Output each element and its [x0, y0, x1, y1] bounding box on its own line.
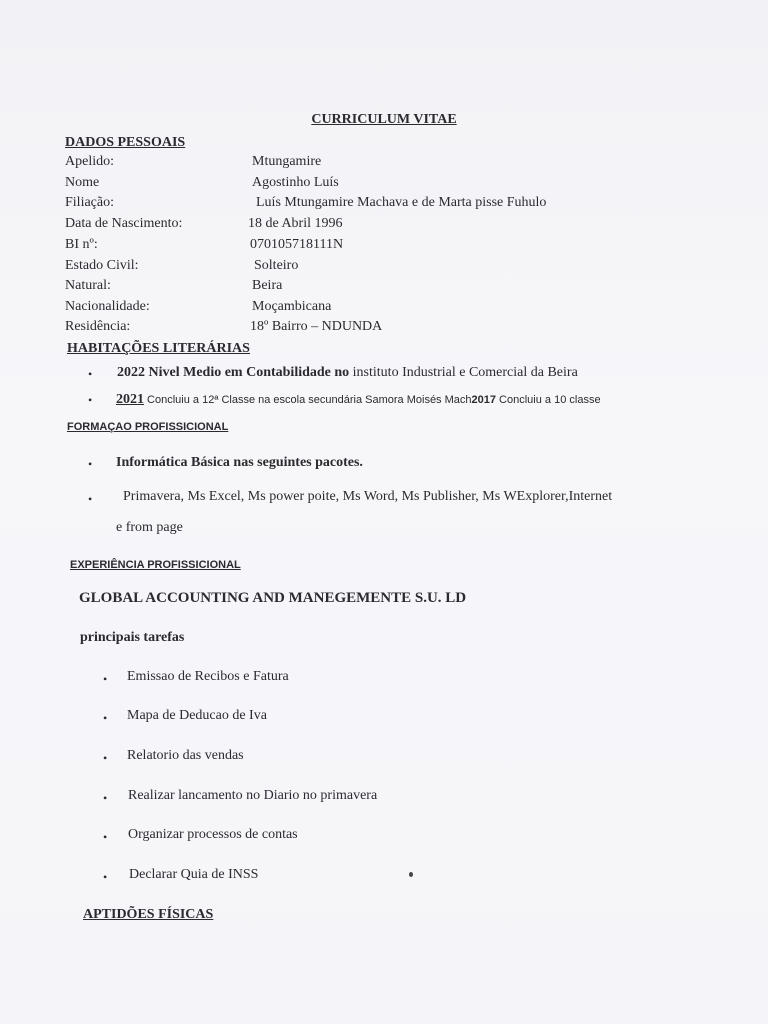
- education-item-2: [116, 390, 601, 408]
- bullet-icon: •: [103, 870, 108, 884]
- bullet-icon: •: [88, 367, 93, 381]
- education-heading: HABITAÇÕES LITERÁRIAS: [67, 341, 250, 356]
- tasks-heading: principais tarefas: [80, 630, 185, 645]
- value-apelido: Mtungamire: [252, 154, 322, 169]
- bullet-icon: •: [103, 672, 108, 686]
- bullet-icon: •: [103, 830, 108, 844]
- label-nome: Nome: [65, 175, 100, 190]
- training-item-1: Informática Básica nas seguintes pacotes.: [116, 455, 363, 470]
- task-item: Organizar processos de contas: [128, 827, 298, 842]
- bullet-icon: •: [103, 751, 108, 765]
- bullet-icon: •: [103, 711, 108, 725]
- education-item-2-text: Concluiu a 12ª Classe na escola secundária Samora Moisés Mach: [144, 394, 472, 406]
- bullet-icon: •: [103, 791, 108, 805]
- education-item-1-rest: instituto Industrial e Comercial da Beira: [349, 365, 578, 380]
- task-item: Realizar lancamento no Diario no primavera: [128, 788, 378, 803]
- value-bi: 070105718111N: [250, 237, 344, 252]
- personal-data-heading: DADOS PESSOAIS: [65, 135, 186, 150]
- value-estado-civil: Solteiro: [254, 258, 299, 273]
- bullet-icon: •: [88, 492, 93, 506]
- label-nacionalidade: Nacionalidade:: [65, 299, 150, 314]
- task-item: Mapa de Deducao de Iva: [127, 708, 267, 723]
- label-estado-civil: Estado Civil:: [65, 258, 139, 273]
- value-nacionalidade: Moçambicana: [252, 299, 332, 314]
- value-nome: Agostinho Luís: [252, 175, 339, 190]
- task-item: Declarar Quia de INSS: [129, 867, 259, 882]
- education-item-2-year: 2021: [116, 392, 144, 407]
- value-filiacao: Luís Mtungamire Machava e de Marta pisse Fuhulo: [256, 195, 547, 210]
- bullet-icon: •: [88, 457, 93, 471]
- training-item-2-line-2: e from page: [116, 520, 183, 535]
- experience-heading: EXPERIÊNCIA PROFISSICIONAL: [70, 559, 241, 571]
- education-item-2-text2: Concluiu a 10 classe: [496, 394, 601, 406]
- label-data-nascimento: Data de Nascimento:: [65, 216, 183, 231]
- label-bi: BI nº:: [65, 237, 98, 252]
- education-item-2-year2: 2017: [471, 394, 496, 406]
- label-apelido: Apelido:: [65, 154, 114, 169]
- label-residencia: Residência:: [65, 319, 131, 334]
- task-item: Relatorio das vendas: [127, 748, 244, 763]
- value-residencia: 18º Bairro – NDUNDA: [250, 319, 383, 334]
- ink-speck: [409, 872, 413, 877]
- document-title: CURRICULUM VITAE: [311, 112, 457, 127]
- training-heading: FORMAÇAO PROFISSICIONAL: [67, 421, 229, 433]
- bullet-icon: •: [88, 393, 93, 407]
- task-item: Emissao de Recibos e Fatura: [127, 669, 289, 684]
- education-item-1: [117, 365, 578, 381]
- company-name: GLOBAL ACCOUNTING AND MANEGEMENTE S.U. LD: [79, 590, 467, 606]
- training-item-2-line-1: Primavera, Ms Excel, Ms power poite, Ms Word, Ms Publisher, Ms WExplorer,Internet: [123, 489, 613, 504]
- value-data-nascimento: 18 de Abril 1996: [248, 216, 343, 231]
- physical-skills-heading: APTIDÕES FÍSICAS: [83, 907, 214, 922]
- label-filiacao: Filiação:: [65, 195, 114, 210]
- education-item-1-bold: 2022 Nivel Medio em Contabilidade no: [117, 365, 350, 380]
- value-natural: Beira: [252, 278, 283, 293]
- label-natural: Natural:: [65, 278, 111, 293]
